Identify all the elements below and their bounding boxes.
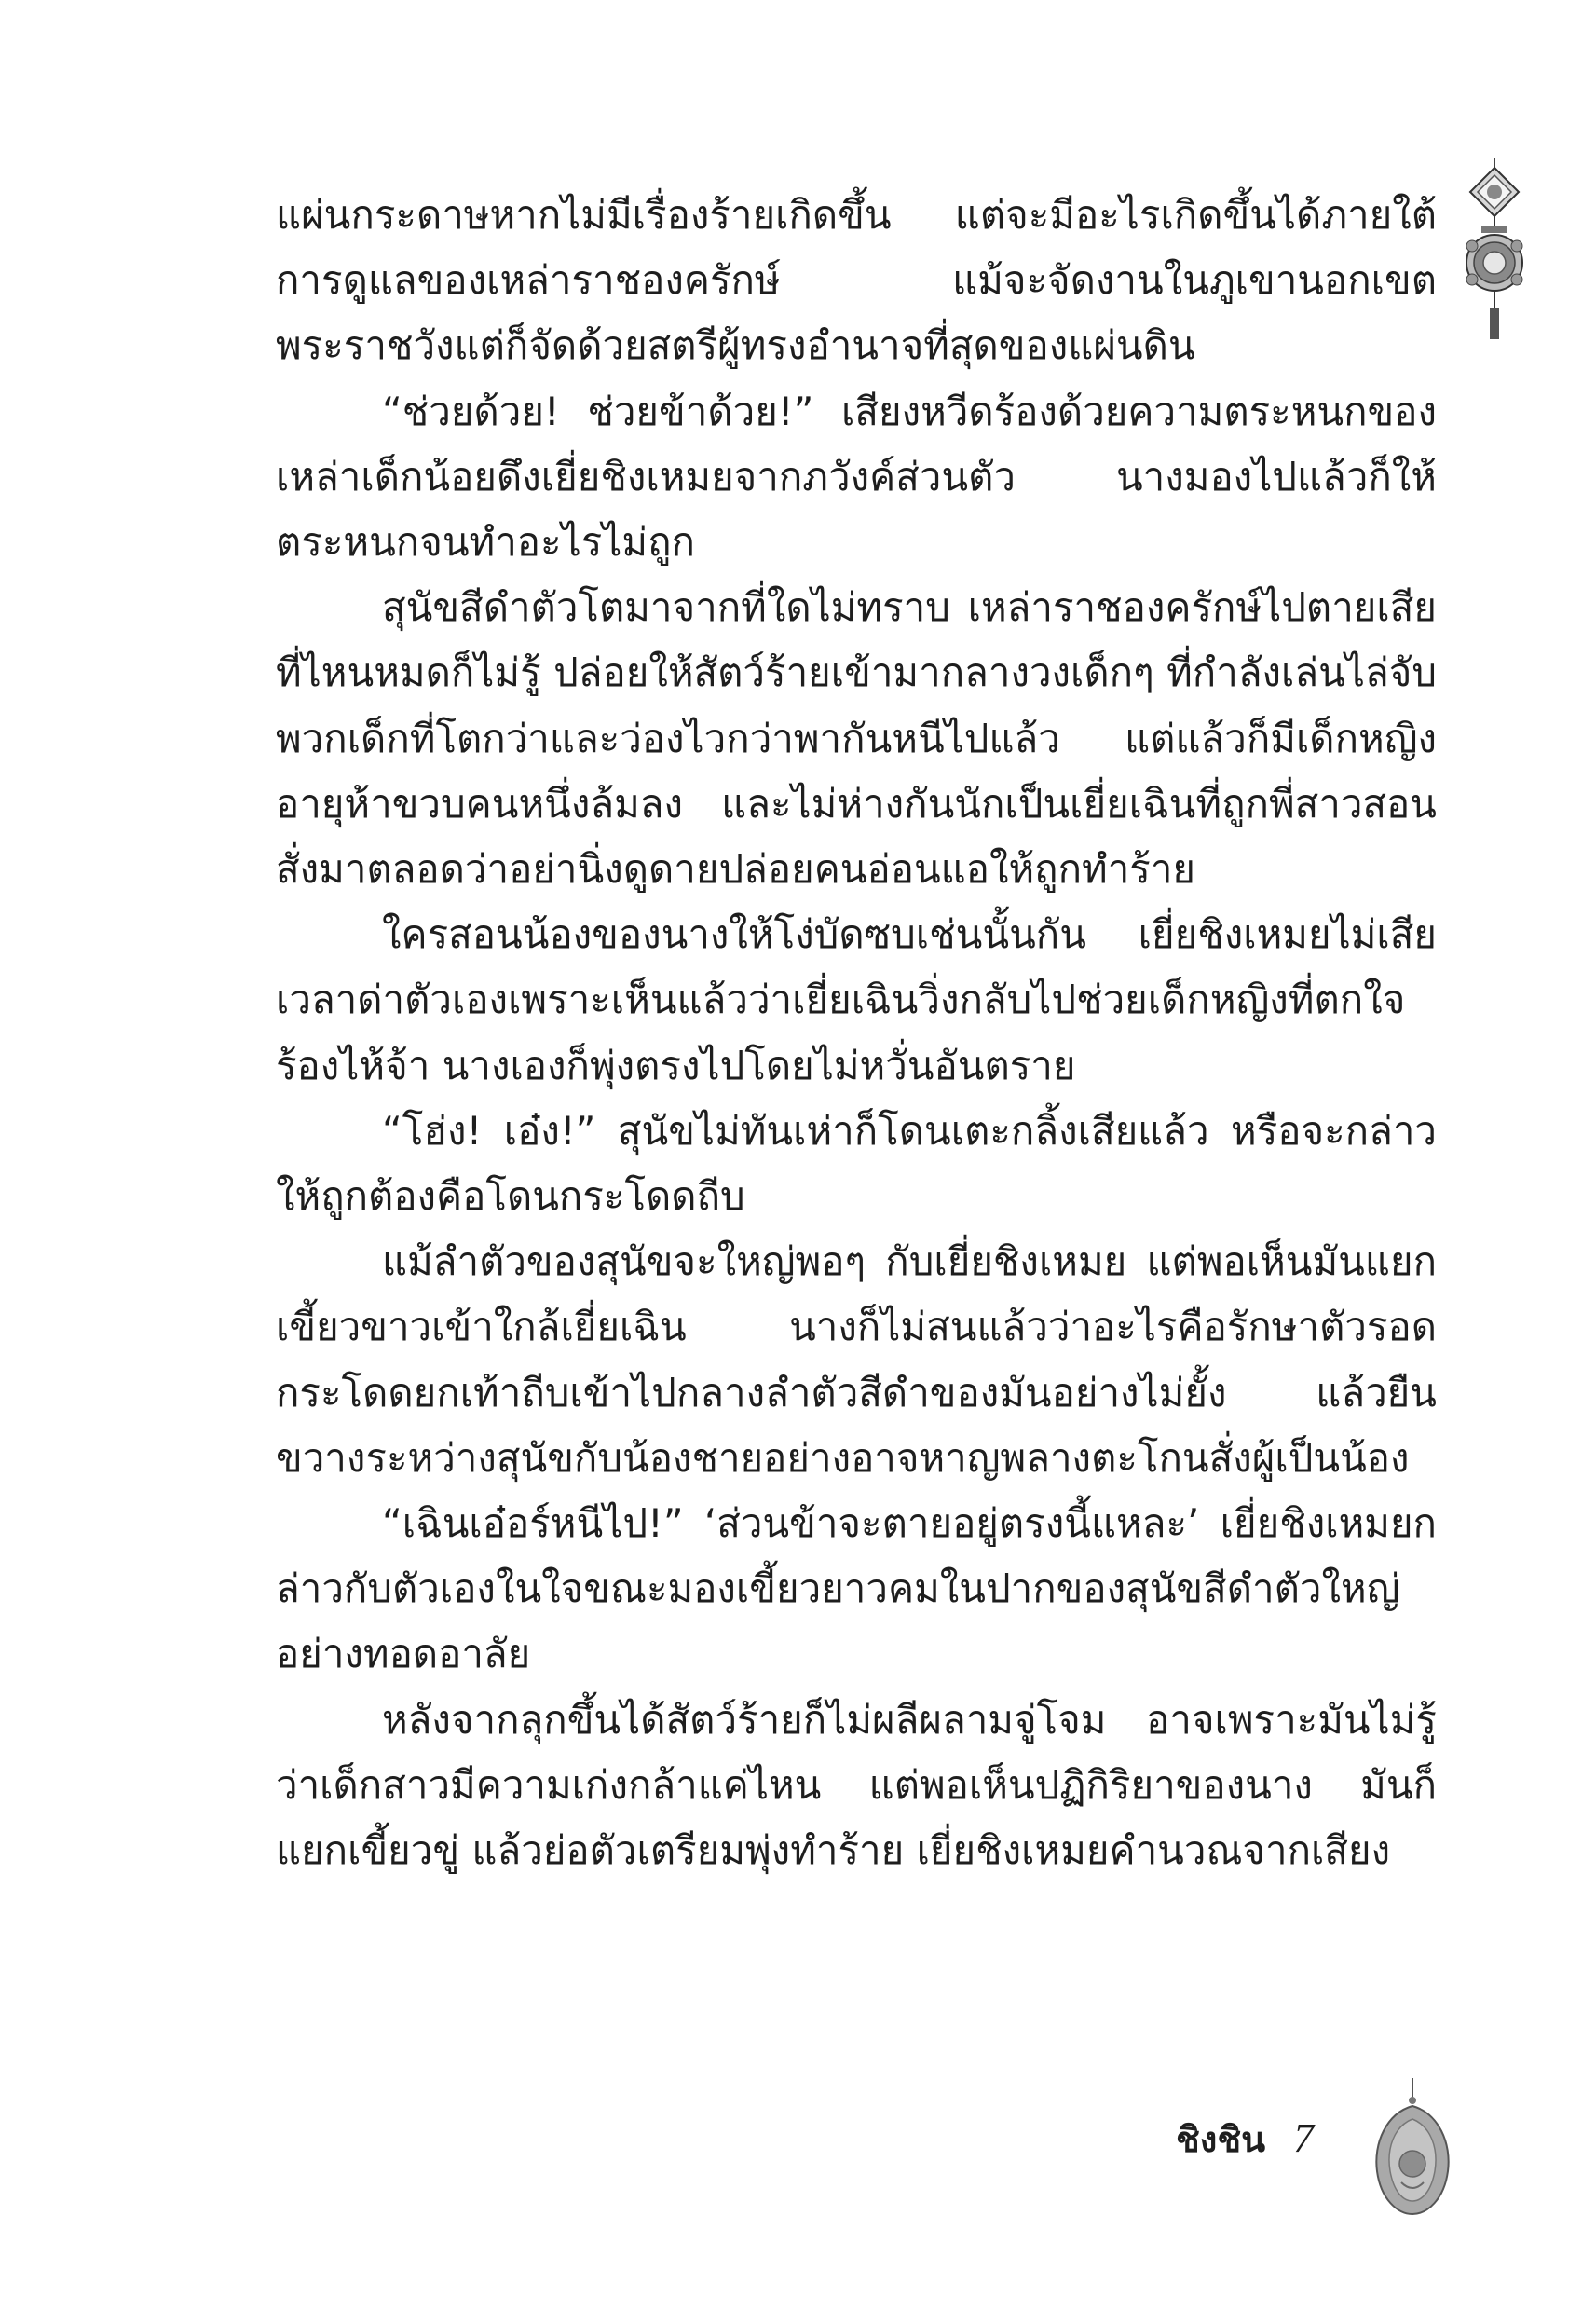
paragraph-1: แผ่นกระดาษหากไม่มีเรื่องร้ายเกิดขึ้น แต่จะมีอะไรเกิดขึ้นได้ภายใต้การดูแลของเหล่าราชองครักษ์ แม้จะจัดงานในภูเขานอกเขตพระราชวังแต่ก็จัดด้วยสตรีผู้ทรงอำนาจที่สุดของแผ่นดิน (276, 192, 1437, 369)
paragraph-5: “โฮ่ง! เอ๋ง!” สุนัขไม่ทันเห่าก็โดนเตะกลิ้งเสียแล้ว หรือจะกล่าวให้ถูกต้องคือโดนกระโดดถีบ (276, 1107, 1437, 1220)
paragraph-3: สุนัขสีดำตัวโตมาจากที่ใดไม่ทราบ เหล่าราชองครักษ์ไปตายเสียที่ไหนหมดก็ไม่รู้ ปล่อยให้สัตว์ร้ายเข้ามากลางวงเด็กๆ ที่กำลังเล่นไล่จับพวกเด็กที่โตกว่าและว่องไวกว่าพากันหนีไปแล้ว แต่แล้วก็มีเด็กหญิงอายุห้าขวบคนหนึ่งล้มลง และไม่ห่างกันนักเป็นเยี่ยเฉินที่ถูกพี่สาวสอนสั่งมาตลอดว่าอย่านิ่งดูดายปล่อยคนอ่อนแอให้ถูกทำร้าย (276, 584, 1437, 893)
page-footer (1176, 2111, 1314, 2167)
paragraph-4: ใครสอนน้องของนางให้โง่บัดซบเช่นนั้นกัน เยี่ยชิงเหมยไม่เสียเวลาด่าตัวเองเพราะเห็นแล้วว่าเยี่ยเฉินวิ่งกลับไปช่วยเด็กหญิงที่ตกใจร้องไห้จ้า นางเองก็พุ่งตรงไปโดยไม่หวั่นอันตราย (276, 911, 1437, 1088)
paragraph-6: แม้ลำตัวของสุนัขจะใหญ่พอๆ กับเยี่ยชิงเหมย แต่พอเห็นมันแยกเขี้ยวขาวเข้าใกล้เยี่ยเฉิน นางก็ไม่สนแล้วว่าอะไรคือรักษาตัวรอดกระโดดยกเท้าถีบเข้าไปกลางลำตัวสีดำของมันอย่างไม่ยั้ง แล้วยืนขวางระหว่างสุนัขกับน้องชายอย่างอาจหาญพลางตะโกนสั่งผู้เป็นน้อง (276, 1238, 1437, 1481)
lantern-ornament-icon (1461, 158, 1528, 345)
paragraph-2: “ช่วยด้วย! ช่วยข้าด้วย!” เสียงหวีดร้องด้วยความตระหนกของเหล่าเด็กน้อยดึงเยี่ยชิงเหมยจากภวังค์ส่วนตัว นางมองไปแล้วก็ให้ตระหนกจนทำอะไรไม่ถูก (276, 388, 1437, 566)
page-number: 7 (1293, 2115, 1315, 2161)
jade-pendant-icon (1366, 2078, 1459, 2218)
paragraph-7: “เฉินเอ๋อร์หนีไป!” ‘ส่วนข้าจะตายอยู่ตรงนี้แหละ’ เยี่ยชิงเหมยกล่าวกับตัวเองในใจขณะมองเขี้ยวยาวคมในปากของสุนัขสีดำตัวใหญ่อย่างทอดอาลัย (276, 1500, 1437, 1677)
body-text (276, 183, 1437, 1883)
running-title: ชิงชิน (1176, 2118, 1266, 2160)
paragraph-8: หลังจากลุกขึ้นได้สัตว์ร้ายก็ไม่ผลีผลามจู่โจม อาจเพราะมันไม่รู้ว่าเด็กสาวมีความเก่งกล้าแค่ไหน แต่พอเห็นปฏิกิริยาของนาง มันก็แยกเขี้ยวขู่ แล้วย่อตัวเตรียมพุ่งทำร้าย เยี่ยชิงเหมยคำนวณจากเสียง (276, 1696, 1437, 1874)
